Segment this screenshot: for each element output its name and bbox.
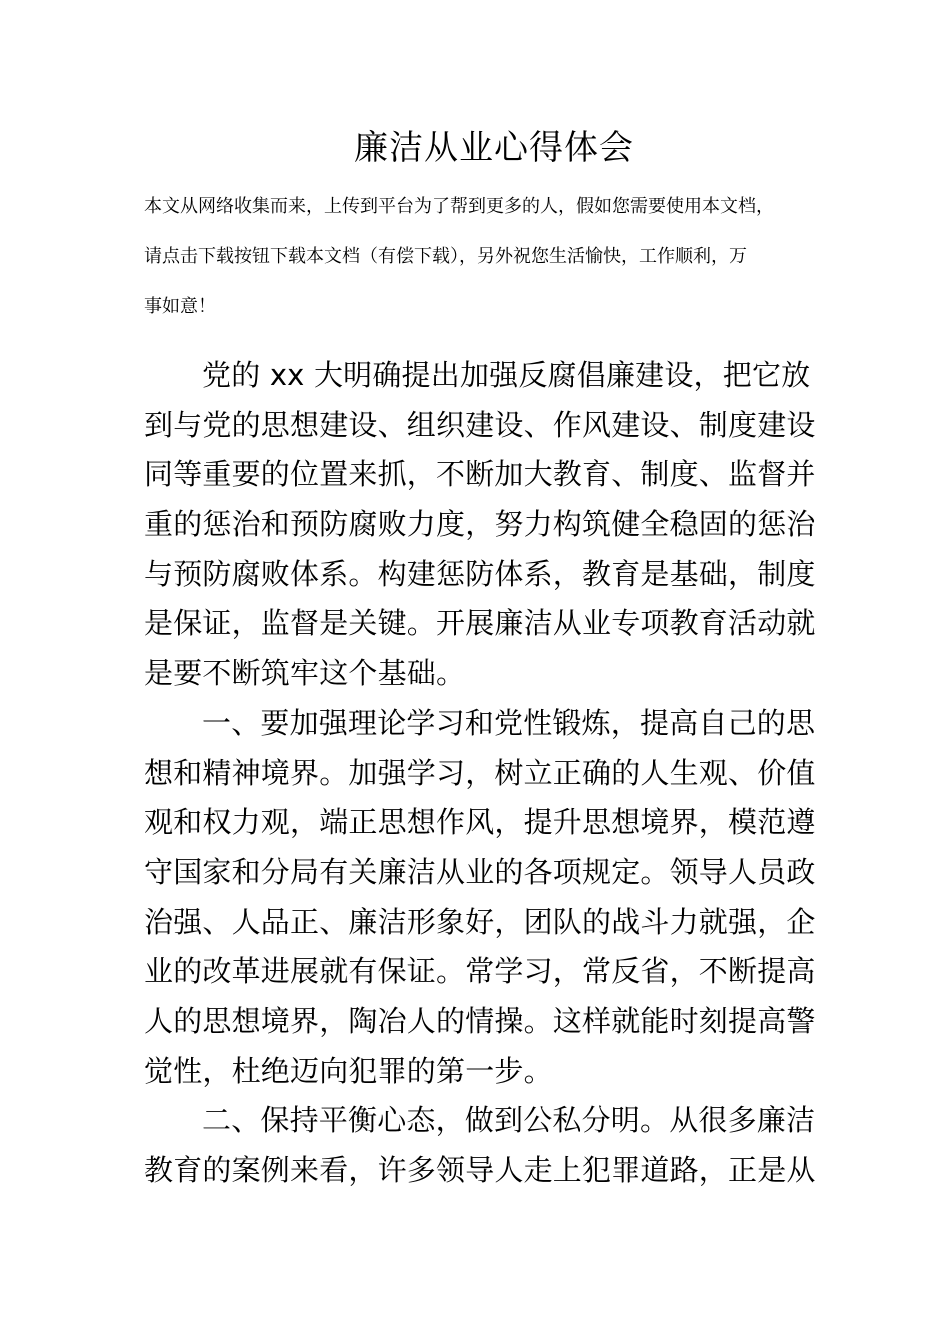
body-line: 到与党的思想建设、组织建设、作风建设、制度建设 <box>144 407 816 442</box>
notice-line: 事如意！ <box>144 296 216 317</box>
body-line: 业的改革进展就有保证。常学习，常反省，不断提高 <box>144 954 816 989</box>
body-line: 二、保持平衡心态，做到公私分明。从很多廉洁 <box>202 1103 816 1138</box>
body-line: 守国家和分局有关廉洁从业的各项规定。领导人员政 <box>144 854 816 889</box>
body-line: 重的惩治和预防腐败力度，努力构筑健全稳固的惩治 <box>144 507 816 542</box>
download-notice <box>144 182 808 332</box>
body-line: 治强、人品正、廉洁形象好，团队的战斗力就强，企 <box>144 904 816 939</box>
body-line: 觉性，杜绝迈向犯罪的第一步。 <box>144 1053 553 1088</box>
body-line: 是保证，监督是关键。开展廉洁从业专项教育活动就 <box>144 606 816 641</box>
notice-line: 本文从网络收集而来，上传到平台为了帮到更多的人，假如您需要使用本文档， <box>144 196 774 217</box>
document-body <box>144 351 816 1196</box>
body-line: 教育的案例来看，许多领导人走上犯罪道路，正是从 <box>144 1153 816 1187</box>
document-title: 廉洁从业心得体会 <box>354 128 634 168</box>
body-line: 是要不断筑牢这个基础。 <box>144 656 466 691</box>
notice-line: 请点击下载按钮下载本文档（有偿下载），另外祝您生活愉快，工作顺利，万 <box>144 246 747 267</box>
body-line: 想和精神境界。加强学习，树立正确的人生观、价值 <box>144 755 816 790</box>
body-line: 人的思想境界，陶冶人的情操。这样就能时刻提高警 <box>144 1003 816 1038</box>
body-line: 同等重要的位置来抓，不断加大教育、制度、监督并 <box>144 457 816 492</box>
body-line: 党的 xx 大明确提出加强反腐倡廉建设，把它放 <box>202 358 811 392</box>
body-line: 观和权力观，端正思想作风，提升思想境界，模范遵 <box>144 805 816 840</box>
body-line: 一、要加强理论学习和党性锻炼，提高自己的思 <box>202 705 816 740</box>
body-line: 与预防腐败体系。构建惩防体系，教育是基础，制度 <box>144 556 816 591</box>
